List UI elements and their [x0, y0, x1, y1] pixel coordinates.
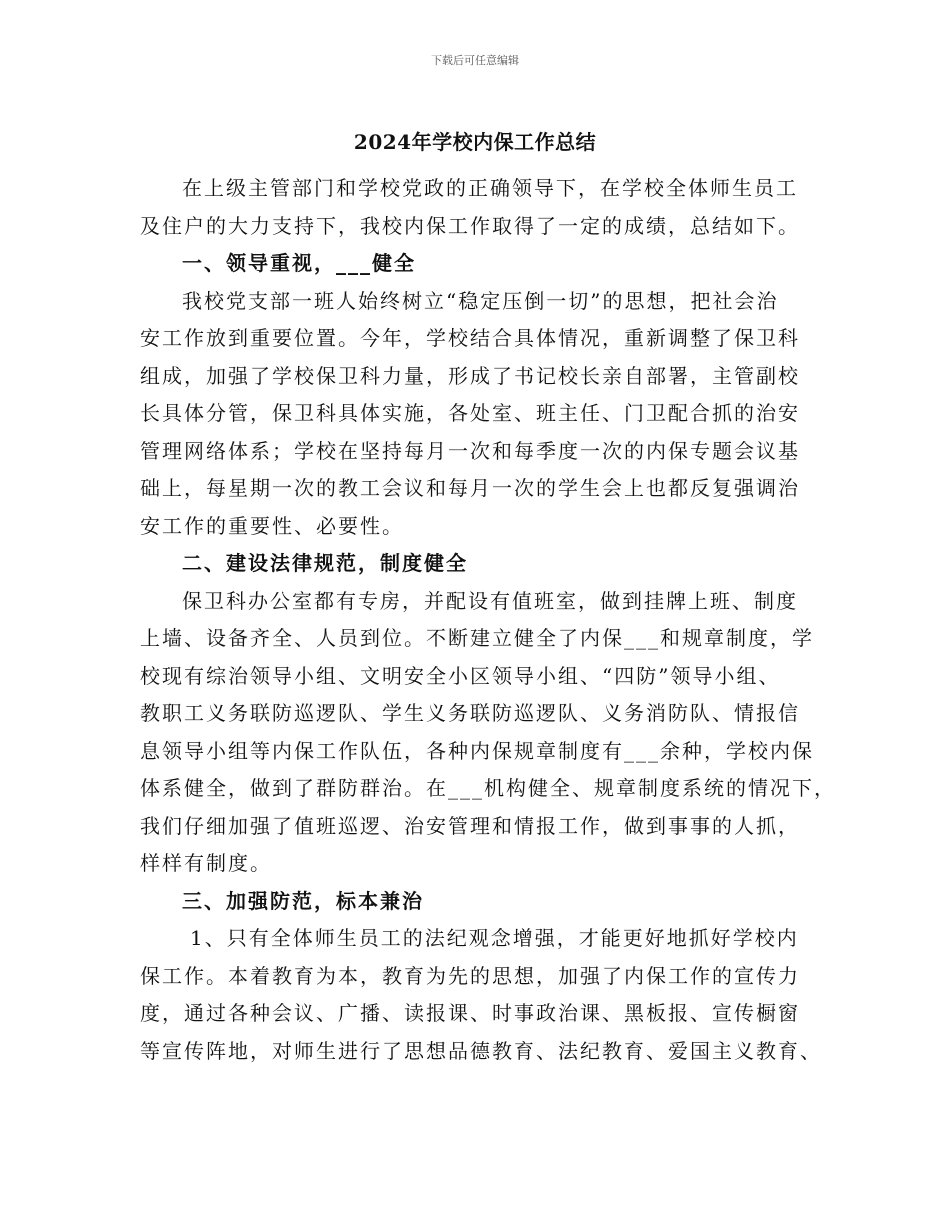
section-heading: 一、领导重视，___健全 — [182, 251, 416, 275]
paragraph-line: 1、只有全体师生员工的法纪观念增强，才能更好地抓好学校内 — [190, 926, 799, 950]
paragraph-line: 等宣传阵地，对师生进行了思想品德教育、法纪教育、爱国主义教育、 — [140, 1038, 822, 1063]
paragraph-line: 管理网络体系；学校在坚持每月一次和每季度一次的内保专题会议基 — [140, 438, 800, 463]
paragraph-line: 保卫科办公室都有专房，并配设有值班室，做到挂牌上班、制度 — [182, 588, 798, 613]
paragraph-line: 样样有制度。 — [140, 851, 272, 875]
paragraph-line: 长具体分管，保卫科具体实施，各处室、班主任、门卫配合抓的治安 — [140, 401, 800, 425]
paragraph-line: 组成，加强了学校保卫科力量，形成了书记校长亲自部署，主管副校 — [140, 363, 800, 388]
paragraph-line: 上墙、设备齐全、人员到位。不断建立健全了内保___和规章制度，学 — [140, 626, 814, 650]
section-heading: 三、加强防范，标本兼治 — [182, 888, 424, 913]
paragraph-line: 教职工义务联防巡逻队、学生义务联防巡逻队、义务消防队、情报信 — [140, 701, 800, 725]
header-note: 下载后可任意编辑 — [431, 54, 519, 67]
paragraph-line: 体系健全，做到了群防群治。在___机构健全、规章制度系统的情况下， — [140, 776, 836, 800]
paragraph-line: 在上级主管部门和学校党政的正确领导下，在学校全体师生员工 — [182, 176, 798, 200]
paragraph-line: 保工作。本着教育为本，教育为先的思想，加强了内保工作的宣传力 — [140, 963, 800, 988]
paragraph-line: 安工作的重要性、必要性。 — [140, 513, 404, 538]
paragraph-line: 度，通过各种会议、广播、读报课、时事政治课、黑板报、宣传橱窗 — [140, 1001, 800, 1025]
paragraph-line: 及住户的大力支持下，我校内保工作取得了一定的成绩，总结如下。 — [140, 213, 800, 238]
document-title: 2024年学校内保工作总结 — [353, 130, 597, 154]
section-heading: 二、建设法律规范，制度健全 — [182, 551, 468, 575]
paragraph-line: 我们仔细加强了值班巡逻、治安管理和情报工作，做到事事的人抓， — [140, 813, 800, 838]
paragraph-line: 我校党支部一班人始终树立“稳定压倒一切”的思想，把社会治 — [182, 288, 779, 313]
paragraph-line: 础上，每星期一次的教工会议和每月一次的学生会上也都反复强调治 — [140, 476, 800, 500]
paragraph-line: 息领导小组等内保工作队伍，各种内保规章制度有___余种，学校内保 — [140, 738, 814, 763]
document-body — [140, 170, 836, 1070]
paragraph-line: 校现有综治领导小组、文明安全小区领导小组、“四防”领导小组、 — [140, 663, 781, 688]
paragraph-line: 安工作放到重要位置。今年，学校结合具体情况，重新调整了保卫科 — [140, 326, 800, 350]
